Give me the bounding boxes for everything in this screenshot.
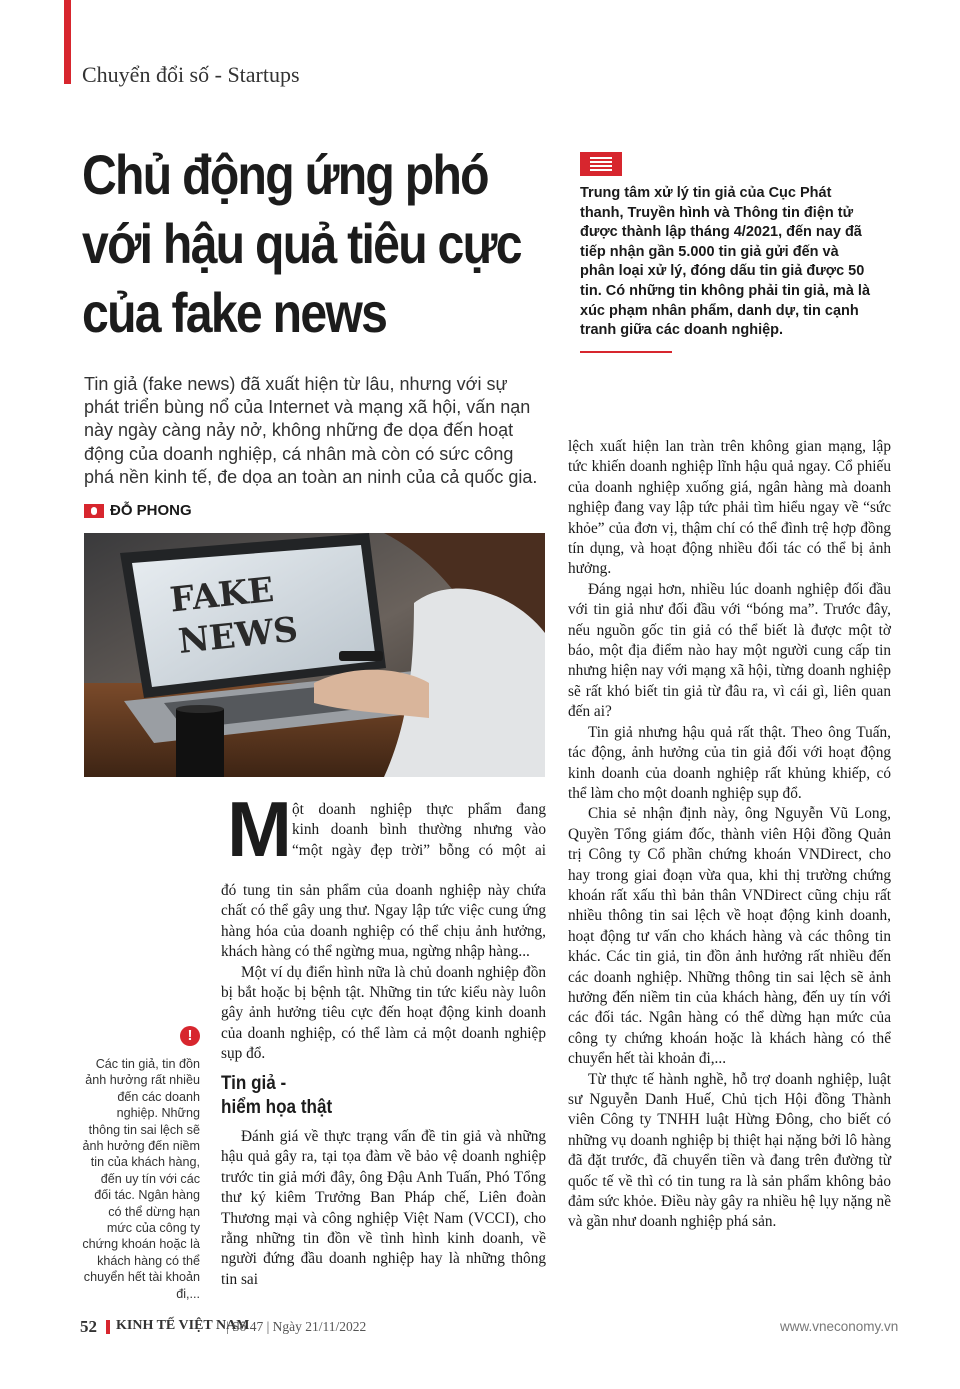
page-number: 52 — [80, 1317, 97, 1336]
pen-icon — [84, 504, 104, 518]
paragraph-1-rest: đó tung tin sản phẩm của doanh nghiệp này chứa chất có thể gây ung thư. Ngay lập tức việc cung ứng hàng hóa của doanh nghiệp có thể chịu ảnh hưởng, khách hàng có thể ngừng mua, ngừng nhập hàng... — [221, 882, 546, 961]
author-byline: ĐỖ PHONG — [110, 502, 192, 519]
headline-line-3: của fake news — [82, 281, 387, 344]
subheading-line-1: Tin giả - — [221, 1073, 287, 1094]
lead-paragraph: Tin giả (fake news) đã xuất hiện từ lâu, nhưng với sự phát triển bùng nổ của Internet và mạng xã hội, vấn nạn này ngày càng nảy nở, không những đe dọa đến hoạt động của doanh nghiệp, cá nhân mà còn có sức công phá nền kinh tế, đe dọa an toàn an ninh của cả quốc gia. — [84, 374, 538, 487]
paragraph-1-line-1: ột doanh nghiệp thực phẩm đang — [292, 801, 546, 818]
paragraph-3: Đánh giá về thực trạng vấn đề tin giả và những hậu quả gây ra, tại tọa đàm về bảo vệ doanh nghiệp trước tin giả mới đây, ông Đậu Anh Tuấn, Phó Tổng thư ký kiêm Trưởng Ban Pháp chế, Liên đoàn Thương mại và công nghiệp Việt Nam (VCCI), cho rằng những tin đồn về tình hình kinh doanh, về người đứng đầu doanh nghiệp hay là những thông tin sai — [221, 1128, 546, 1288]
right-paragraph-3: Tin giả nhưng hậu quả rất thật. Theo ông Tuấn, tác động, ảnh hưởng của tin giả đối với hoạt động kinh doanh của doanh nghiệp rất khủng khiếp, có thể làm cho một doanh nghiệp sụp đổ. — [568, 723, 891, 802]
highlight-rule — [580, 351, 672, 353]
subheading-line-2: hiểm họa thật — [221, 1097, 333, 1118]
highlight-box-text: Trung tâm xử lý tin giả của Cục Phát thanh, Truyền hình và Thông tin điện tử được thành lập tháng 4/2021, đến nay đã tiếp nhận gần 5.000 tin giả gửi đến và phân loại xử lý, đóng dấu tin giả được 50 tin. Có những tin không phải tin giả, mà là xúc phạm nhân phẩm, danh dự, tin cạnh tranh giữa các doanh nghiệp. — [580, 185, 871, 339]
right-paragraph-1: lệch xuất hiện lan tràn trên không gian mạng, lập tức khiến doanh nghiệp lĩnh hậu quả ngay. Cổ phiếu của doanh nghiệp xuống giá, ngân hàng mà doanh nghiệp đang vay lập tức phải tìm hiểu ngay về “sức khỏe” của đơn vị, thậm chí có thể đình trệ hợp đồng tín dụng, và hoạt động nhiều đối tác có thể bị ảnh hưởng. — [568, 438, 891, 578]
article-photo — [84, 533, 545, 777]
section-accent-bar — [64, 0, 71, 84]
text-lines-icon — [580, 152, 622, 176]
body-column-middle-top — [221, 881, 546, 1065]
body-column-right — [568, 437, 891, 1233]
headline-line-1: Chủ động ứng phó — [82, 143, 488, 206]
right-paragraph-2: Đáng ngại hơn, nhiều lúc doanh nghiệp đối đầu với tin giả như đối đầu với “bóng ma”. Trước đây, nếu nguồn gốc tin giả có thể biết là được một tờ báo, một địa điểm nào hay một người cung cấp tin nhưng hiện nay với mạng xã hội, từng doanh nghiệp sẽ rất khó biết tin giả từ đâu ra, vì cái gì, liên quan đến ai? — [568, 580, 891, 721]
paragraph-1-line-2: kinh doanh bình thường nhưng vào — [292, 821, 546, 839]
body-column-middle-bottom — [221, 1127, 546, 1290]
headline-line-2: với hậu quả tiêu cực — [82, 212, 521, 275]
right-paragraph-5: Từ thực tế hành nghề, hỗ trợ doanh nghiệp, luật sư Nguyễn Danh Huế, Chủ tịch Hội đồng Thành viên Công ty TNHH luật Hừng Đông, cho biết có những vụ doanh nghiệp bị thiệt hại nặng bởi lô hàng đã đặt trước, đã chuyển tiền và đang trên đường từ quốc tế về thì có tin tung ra là sản phẩm không bảo đảm sức khỏe. Điều này gây ra nhiều hệ lụy nặng nề và gần như doanh nghiệp phá sản. — [568, 1070, 891, 1231]
headline — [82, 140, 521, 347]
paragraph-1-intro — [292, 800, 546, 861]
right-paragraph-4: Chia sẻ nhận định này, ông Nguyễn Vũ Long, Quyền Tổng giám đốc, thành viên Hội đồng Quản trị Công ty Cổ phần chứng khoán VNDirect, cho hay trong giai đoạn vừa qua, khi thị trường chứng khoán rất xấu thì bản thân VNDirect cũng chịu rất nhiều thông tin sai lệch về hoạt động kinh doanh, hoạt động tư vấn cho khách hàng và các thông tin khác. Các tin giả, tin đồn ảnh hưởng rất nhiều đến các doanh nghiệp. Những thông tin sai lệch sẽ ảnh hưởng đến niềm tin của khách hàng, đến uy tín với các đối tác. Ngân hàng có thể dừng hạn mức của công ty chứng khoán hoặc là khách hàng có thể chuyển hết tài khoản đi,... — [568, 805, 891, 1068]
section-label: Chuyển đổi số - Startups — [82, 62, 300, 87]
side-note: Các tin giả, tin đồn ảnh hưởng rất nhiều đến các doanh nghiệp. Những thông tin sai lệch sẽ ảnh hưởng đến niềm tin của khách hàng, đến uy tín với các đối tác. Ngân hàng có thể dừng hạn mức của công ty chứng khoán hoặc là khách hàng có thể chuyển hết tài khoản đi,... — [82, 1057, 200, 1301]
alert-icon: ! — [180, 1026, 200, 1046]
photo-screen-text-news: NEWS — [176, 609, 300, 662]
website-url: www.vneconomy.vn — [780, 1319, 899, 1334]
dropcap: M — [227, 785, 292, 873]
subheading — [221, 1072, 332, 1120]
paragraph-1-line-3: “một ngày đẹp trời” bỗng có một ai — [292, 841, 546, 859]
publication-name: KINH TẾ VIỆT NAM — [116, 1318, 250, 1333]
footer-accent-mark — [106, 1320, 110, 1334]
paragraph-2: Một ví dụ điển hình nữa là chủ doanh nghiệp đồn bị bắt hoặc bị bệnh tật. Những tin tức kiểu này luôn gây ảnh hưởng tiêu cực đến hoạt động kinh doanh của doanh nghiệp, có thể làm cả một doanh nghiệp sụp đổ. — [221, 963, 546, 1063]
issue-info: | Số 47 | Ngày 21/11/2022 — [226, 1319, 367, 1334]
photo-screen-text-fake: FAKE — [168, 569, 276, 621]
